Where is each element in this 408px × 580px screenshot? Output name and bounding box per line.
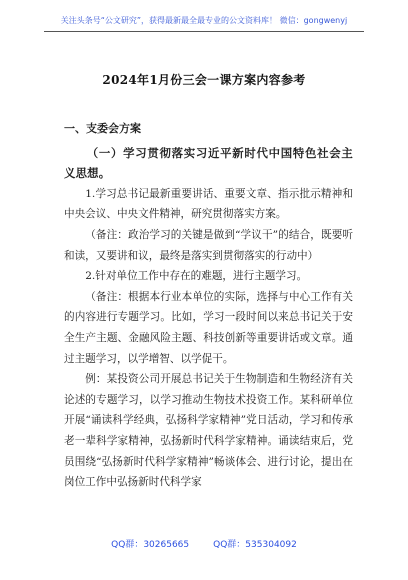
paragraph-5: 例：某投资公司开展总书记关于生物制造和生物经济有关论述的专题学习，以学习推动生物技术投资工作。某科研单位开展“诵读科学经典，弘扬科学家精神”党日活动，学习和传承老一辈科学家精神，弘扬新时代科学家精神。诵读结束后，党员围绕“弘扬新时代科学家精神”畅谈体会、进行讨论，提出在岗位工作中弘扬新时代科学家 [64, 373, 353, 489]
footer [0, 537, 408, 550]
footer-qq-group-2: QQ群：535304092 [213, 540, 297, 550]
paragraph-1: 1.学习总书记最新重要讲话、重要文章、指示批示精神和中央会议、中央文件精神，研究贯彻落实方案。 [64, 187, 353, 221]
document-body [64, 119, 353, 493]
header-divider [44, 31, 364, 32]
paragraph-3: 2.针对单位工作中存在的难题，进行主题学习。 [85, 270, 308, 283]
document-title: 2024年1月份三会一课方案内容参考 [102, 73, 306, 87]
section-heading: 一、支委会方案 [64, 122, 141, 135]
footer-qq-group-1: QQ群：30265665 [111, 540, 190, 550]
paragraph-2: （备注：政治学习的关键是做到“学议干”的结合，既要听和读，又要讲和议，最终是落实到贯彻落实的行动中） [64, 228, 353, 262]
header-note: 关注头条号“公文研究”，获得最新最全最专业的公文资料库！ 微信：gongwenyj [60, 16, 348, 25]
subheading: （一）学习贯彻落实习近平新时代中国特色社会主义思想。 [64, 145, 353, 181]
paragraph-4: （备注：根据本行业本单位的实际，选择与中心工作有关的内容进行专题学习。比如，学习一段时间以来总书记关于安全生产主题、金融风险主题、科技创新等重要讲话或文章。通过主题学习，以学增智、以学促干。 [64, 290, 353, 365]
